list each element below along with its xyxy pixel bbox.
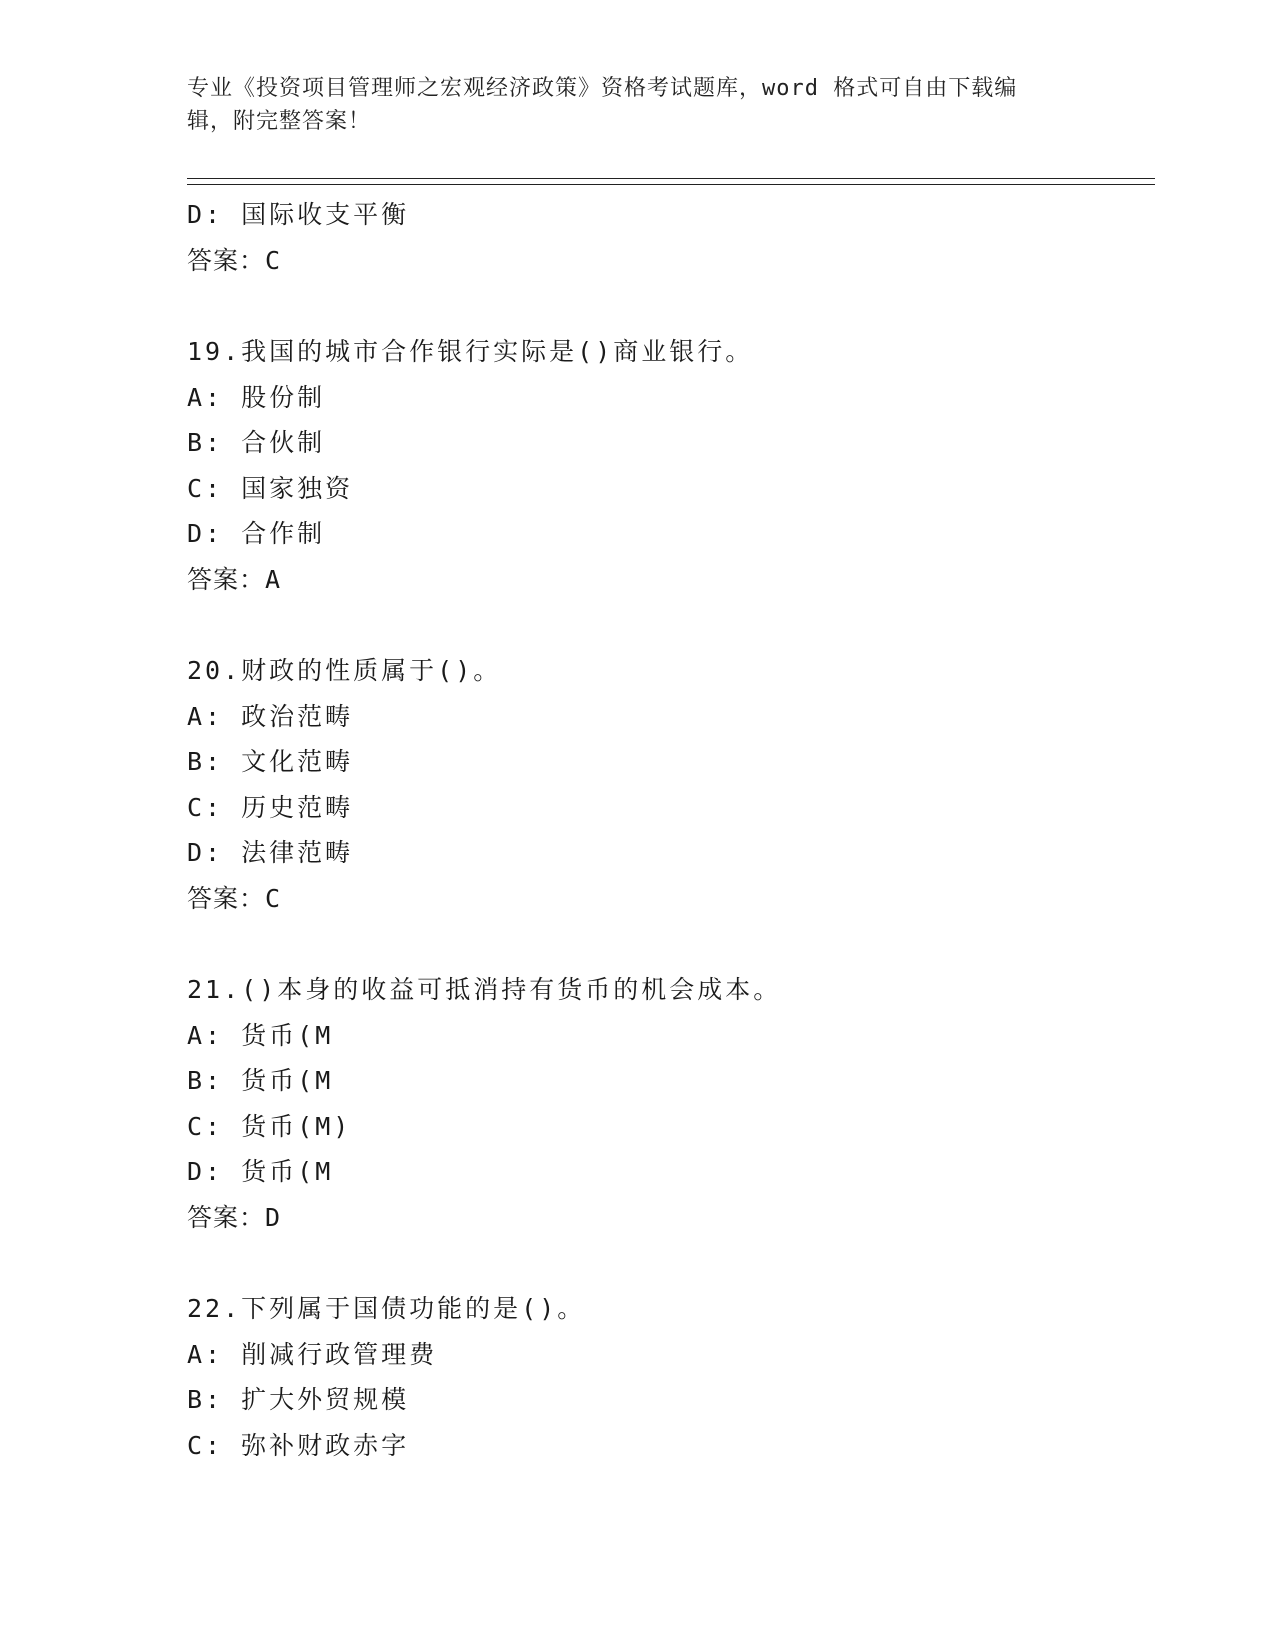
header-line-2: 辑，附完整答案！	[187, 109, 372, 134]
option-a: A: 政治范畴	[187, 701, 354, 731]
answer-line: 答案：C	[187, 245, 282, 275]
question-19	[187, 329, 1155, 602]
option-c: C: 历史范畴	[187, 792, 354, 822]
question-21	[187, 967, 1155, 1240]
spacer	[187, 921, 1155, 967]
answer-line: 答案：D	[187, 1202, 282, 1232]
option-b: B: 文化范畴	[187, 747, 354, 776]
spacer	[187, 602, 1155, 648]
option-b: B: 货币(M	[187, 1066, 334, 1095]
header-line-1: 专业《投资项目管理师之宏观经济政策》资格考试题库，word 格式可自由下载编	[187, 76, 1018, 101]
question-stem: 20.财政的性质属于()。	[187, 656, 502, 685]
option-c: C: 货币(M)	[187, 1111, 352, 1141]
option-b: B: 扩大外贸规模	[187, 1385, 410, 1414]
spacer	[187, 283, 1155, 329]
option-a: A: 削减行政管理费	[187, 1339, 438, 1369]
header-divider	[187, 178, 1155, 185]
option-a: A: 货币(M	[187, 1020, 334, 1050]
option-d: D: 法律范畴	[187, 838, 354, 867]
option-d: D: 货币(M	[187, 1157, 334, 1186]
option-a: A: 股份制	[187, 382, 326, 412]
option-c: C: 弥补财政赤字	[187, 1430, 410, 1460]
option-b: B: 合伙制	[187, 428, 326, 457]
question-stem: 19.我国的城市合作银行实际是()商业银行。	[187, 337, 754, 366]
answer-line: 答案：C	[187, 883, 282, 913]
option-d: D: 合作制	[187, 519, 326, 548]
document-header	[187, 72, 1087, 138]
option-d: D: 国际收支平衡	[187, 200, 410, 229]
question-stem: 21.()本身的收益可抵消持有货币的机会成本。	[187, 975, 782, 1004]
option-c: C: 国家独资	[187, 473, 354, 503]
question-22	[187, 1286, 1155, 1468]
question-stem: 22.下列属于国债功能的是()。	[187, 1294, 586, 1323]
question-20	[187, 648, 1155, 921]
spacer	[187, 1240, 1155, 1286]
question-list	[187, 192, 1155, 1468]
answer-line: 答案：A	[187, 564, 282, 594]
